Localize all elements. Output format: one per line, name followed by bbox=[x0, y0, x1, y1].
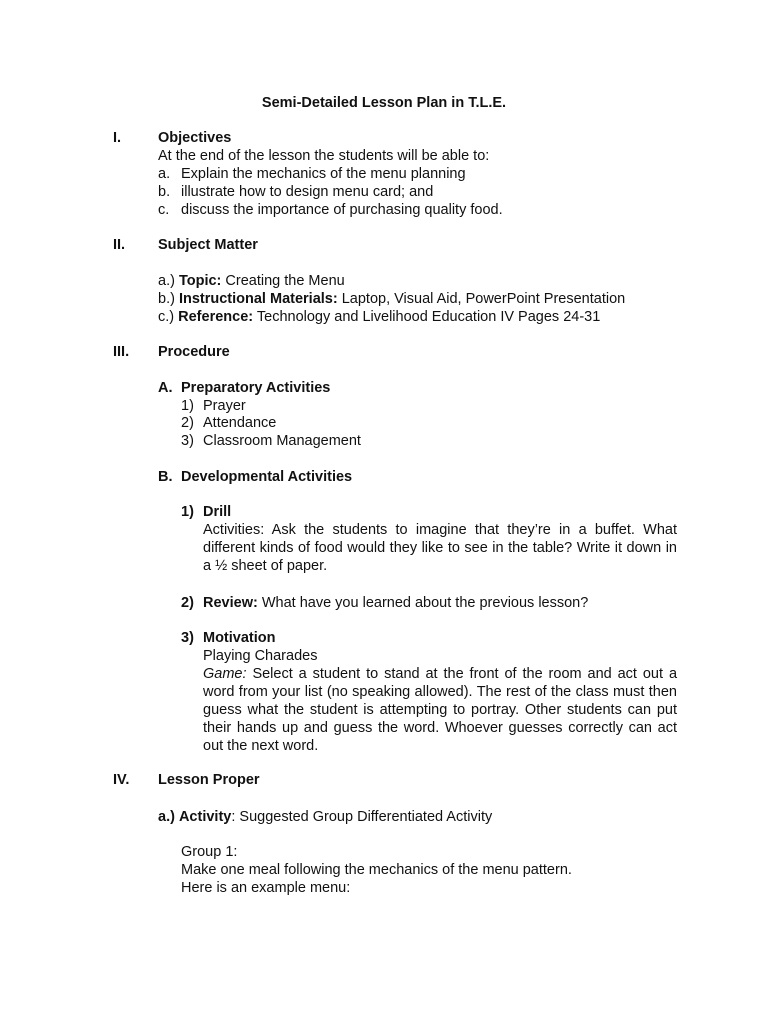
objective-item: illustrate how to design menu card; and bbox=[181, 184, 434, 200]
developmental-letter: B. bbox=[158, 469, 173, 485]
review-line bbox=[203, 594, 588, 612]
motivation-subtitle: Playing Charades bbox=[203, 648, 318, 664]
motivation-num: 3) bbox=[181, 630, 194, 646]
item-marker: c.) bbox=[158, 309, 175, 325]
subject-matter-numeral: II. bbox=[113, 237, 126, 253]
subject-matter-item bbox=[158, 290, 625, 308]
group-label: Group 1: bbox=[181, 844, 238, 860]
motivation-heading: Motivation bbox=[203, 630, 276, 646]
activity-text: : Suggested Group Differentiated Activity bbox=[231, 809, 493, 825]
objectives-intro: At the end of the lesson the students will be able to: bbox=[158, 148, 490, 164]
activity-marker: a.) bbox=[158, 809, 175, 825]
objectives-heading: Objectives bbox=[158, 130, 232, 146]
item-marker: b.) bbox=[158, 291, 175, 307]
lesson-proper-numeral: IV. bbox=[113, 772, 130, 788]
objective-item: Explain the mechanics of the menu planning bbox=[181, 166, 466, 182]
activity-label: Activity bbox=[178, 809, 232, 825]
objective-letter: a. bbox=[158, 166, 171, 182]
review-num: 2) bbox=[181, 595, 194, 611]
item-marker: a.) bbox=[158, 273, 175, 289]
objective-letter: b. bbox=[158, 184, 171, 200]
preparatory-letter: A. bbox=[158, 380, 173, 396]
game-label: Game: bbox=[203, 666, 247, 682]
drill-heading: Drill bbox=[203, 504, 232, 520]
preparatory-item: Prayer bbox=[203, 398, 246, 414]
preparatory-item: Attendance bbox=[203, 415, 277, 431]
procedure-heading: Procedure bbox=[158, 344, 230, 360]
procedure-numeral: III. bbox=[113, 344, 130, 360]
reference-value: Technology and Livelihood Education IV Pages 24-31 bbox=[256, 309, 601, 325]
activity-line bbox=[158, 808, 492, 826]
materials-label: Instructional Materials: bbox=[178, 291, 338, 307]
review-text: What have you learned about the previous lesson? bbox=[261, 595, 589, 611]
group-example-intro: Here is an example menu: bbox=[181, 880, 351, 896]
drill-num: 1) bbox=[181, 504, 194, 520]
objective-letter: c. bbox=[158, 202, 170, 218]
preparatory-num: 1) bbox=[181, 398, 194, 414]
objective-item: discuss the importance of purchasing quality food. bbox=[181, 202, 503, 218]
preparatory-item: Classroom Management bbox=[203, 433, 361, 449]
preparatory-num: 2) bbox=[181, 415, 194, 431]
subject-matter-item bbox=[158, 308, 600, 326]
preparatory-heading: Preparatory Activities bbox=[181, 380, 331, 396]
preparatory-num: 3) bbox=[181, 433, 194, 449]
materials-value: Laptop, Visual Aid, PowerPoint Presentation bbox=[341, 291, 626, 307]
topic-label: Topic: bbox=[178, 273, 222, 289]
group-instruction: Make one meal following the mechanics of the menu pattern. bbox=[181, 862, 572, 878]
lesson-proper-heading: Lesson Proper bbox=[158, 772, 260, 788]
review-label: Review: bbox=[203, 595, 258, 611]
developmental-heading: Developmental Activities bbox=[181, 469, 353, 485]
game-text: Select a student to stand at the front of the room and act out a word from your list (no speaking allowed). The rest of the class must then guess what the student is attempting to portray. Other students can put their hands up and guess the word. Whoever guesses correctly can act out the next word. bbox=[203, 666, 678, 754]
subject-matter-heading: Subject Matter bbox=[158, 237, 258, 253]
drill-text: Activities: Ask the students to imagine that they’re in a buffet. What different kinds of food would they like to see in the table? Write it down in a ½ sheet of paper. bbox=[203, 522, 677, 574]
motivation-game-paragraph bbox=[203, 665, 677, 755]
subject-matter-item bbox=[158, 272, 345, 290]
topic-value: Creating the Menu bbox=[225, 273, 345, 289]
reference-label: Reference: bbox=[178, 309, 254, 325]
objectives-numeral: I. bbox=[113, 130, 122, 146]
page-title: Semi-Detailed Lesson Plan in T.L.E. bbox=[261, 95, 507, 111]
